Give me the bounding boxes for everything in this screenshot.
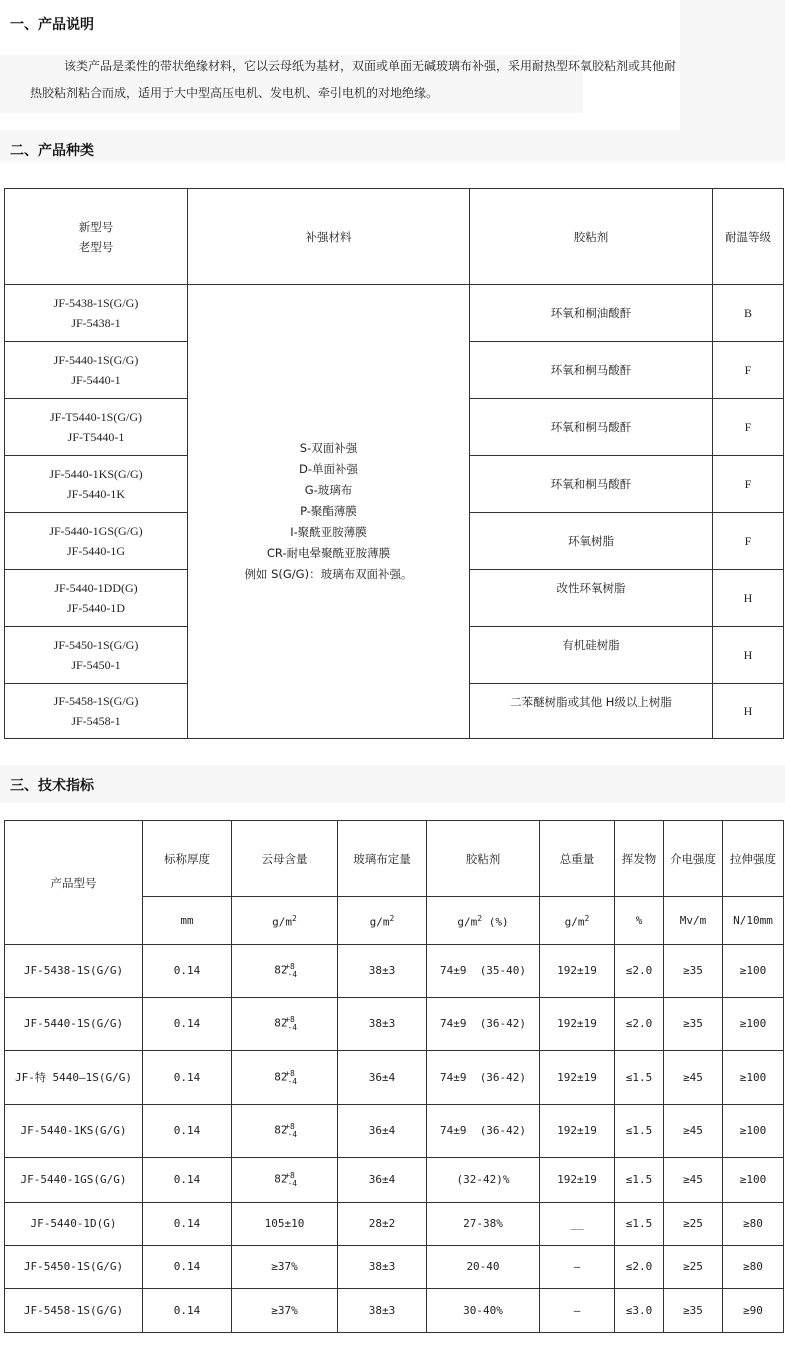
unit-dielectric: Mv/m — [664, 897, 723, 945]
adhesive-cell: 环氧和桐油酸酐 — [470, 285, 713, 342]
spec-mica — [232, 1246, 338, 1289]
unit-mica-sup: 2 — [292, 913, 297, 923]
spec-header-volatile: 挥发物 — [615, 821, 664, 897]
reinforce-line: 例如 S(G/G)：玻璃布双面补强。 — [244, 567, 413, 581]
spec-glass: 28±2 — [338, 1203, 427, 1246]
types-row — [5, 285, 784, 342]
spec-volatile: ≤1.5 — [615, 1105, 664, 1158]
mica-plus-tol: +8 — [285, 1068, 295, 1078]
model-old: JF-T5440-1 — [67, 430, 125, 444]
model-cell — [5, 570, 188, 627]
reinforce-line: P-聚酯薄膜 — [300, 504, 357, 518]
unit-glass — [338, 897, 427, 945]
mica-value: ≥37% — [271, 1303, 298, 1317]
spec-tensile: ≥100 — [723, 945, 784, 998]
spec-model: JF-5450-1S(G/G) — [5, 1246, 143, 1289]
spec-dielectric: ≥45 — [664, 1105, 723, 1158]
spec-header-adhesive: 胶粘剂 — [427, 821, 540, 897]
spec-adhesive: 20-40 — [427, 1246, 540, 1289]
spec-dielectric: ≥45 — [664, 1158, 723, 1203]
spec-glass: 38±3 — [338, 998, 427, 1051]
spec-total: — — [540, 1289, 615, 1333]
mica-value: 82 — [274, 1070, 288, 1084]
spec-adhesive: 74±9 (36-42) — [427, 1051, 540, 1105]
spec-model: JF-5458-1S(G/G) — [5, 1289, 143, 1333]
spec-thickness: 0.14 — [143, 945, 232, 998]
spec-row — [5, 998, 784, 1051]
unit-tensile: N/10mm — [723, 897, 784, 945]
spec-header-dielectric: 介电强度 — [664, 821, 723, 897]
grade-cell: F — [713, 513, 784, 570]
spec-row — [5, 1203, 784, 1246]
mica-plus-tol: +8 — [285, 1122, 295, 1132]
spec-row — [5, 945, 784, 998]
unit-glass-text: g/m — [369, 915, 390, 929]
model-cell — [5, 627, 188, 684]
grade-cell: F — [713, 456, 784, 513]
model-old: JF-5440-1 — [71, 373, 121, 387]
section-heading-specs: 三、技术指标 — [10, 778, 94, 794]
spec-dielectric: ≥45 — [664, 1051, 723, 1105]
mica-value: 82 — [274, 963, 288, 977]
spec-tensile: ≥100 — [723, 1158, 784, 1203]
header-model-new: 新型号 — [78, 219, 114, 234]
spec-row — [5, 1105, 784, 1158]
model-old: JF-5440-1D — [66, 601, 125, 615]
spec-tensile: ≥80 — [723, 1246, 784, 1289]
model-new: JF-5458-1S(G/G) — [53, 694, 139, 708]
types-header-row — [5, 189, 784, 285]
spec-thickness: 0.14 — [143, 1105, 232, 1158]
spec-tensile: ≥100 — [723, 998, 784, 1051]
spec-glass: 36±4 — [338, 1051, 427, 1105]
model-cell — [5, 399, 188, 456]
spec-mica — [232, 945, 338, 998]
model-cell — [5, 285, 188, 342]
grade-cell: H — [713, 627, 784, 684]
spec-model: JF-5440-1KS(G/G) — [5, 1105, 143, 1158]
spec-dielectric: ≥35 — [664, 998, 723, 1051]
mica-plus-tol: +8 — [285, 1015, 295, 1025]
product-types-table — [4, 188, 784, 739]
spec-adhesive: 74±9 (36-42) — [427, 998, 540, 1051]
reinforce-cell — [188, 285, 470, 739]
spec-row — [5, 1289, 784, 1333]
spec-row — [5, 1051, 784, 1105]
model-new: JF-5440-1DD(G) — [54, 581, 138, 595]
spec-row — [5, 1246, 784, 1289]
spec-adhesive: (32-42)% — [427, 1158, 540, 1203]
mica-minus-tol: -4 — [287, 1022, 298, 1032]
spec-thickness: 0.14 — [143, 1158, 232, 1203]
model-new: JF-5440-1S(G/G) — [53, 353, 139, 367]
model-old: JF-5440-1G — [66, 544, 125, 558]
mica-minus-tol: -4 — [287, 1178, 298, 1188]
adhesive-cell: 环氧和桐马酸酐 — [470, 456, 713, 513]
unit-mica — [232, 897, 338, 945]
grade-cell: F — [713, 342, 784, 399]
spec-volatile: ≤1.5 — [615, 1203, 664, 1246]
unit-adhesive-text: g/m — [457, 915, 478, 929]
model-old: JF-5440-1K — [66, 487, 125, 501]
mica-value: 82 — [274, 1123, 288, 1137]
spec-model: JF-5440-1S(G/G) — [5, 998, 143, 1051]
spec-total: 192±19 — [540, 1158, 615, 1203]
spec-model: JF-5438-1S(G/G) — [5, 945, 143, 998]
spec-total: 192±19 — [540, 1105, 615, 1158]
header-reinforce: 补强材料 — [188, 189, 470, 285]
spec-adhesive: 30-40% — [427, 1289, 540, 1333]
spec-dielectric: ≥35 — [664, 1289, 723, 1333]
unit-total — [540, 897, 615, 945]
spec-volatile: ≤3.0 — [615, 1289, 664, 1333]
spec-tensile: ≥100 — [723, 1051, 784, 1105]
mica-plus-tol: +8 — [285, 1171, 295, 1181]
spec-glass: 36±4 — [338, 1158, 427, 1203]
unit-total-sup: 2 — [584, 913, 590, 923]
spec-dielectric: ≥35 — [664, 945, 723, 998]
reinforce-line: I-聚酰亚胺薄膜 — [290, 525, 367, 539]
spec-total: 192±19 — [540, 945, 615, 998]
spec-header-tensile: 拉伸强度 — [723, 821, 784, 897]
adhesive-cell: 环氧和桐马酸酐 — [470, 342, 713, 399]
model-old: JF-5450-1 — [71, 658, 121, 672]
mica-value: 82 — [274, 1172, 288, 1186]
mica-minus-tol: -4 — [287, 1129, 298, 1139]
spec-glass: 38±3 — [338, 1289, 427, 1333]
heading3-bg — [0, 765, 785, 803]
spec-mica — [232, 1051, 338, 1105]
spec-adhesive: 74±9 (35-40) — [427, 945, 540, 998]
adhesive-cell: 环氧树脂 — [470, 513, 713, 570]
spec-model: JF-5440-1D(G) — [5, 1203, 143, 1246]
unit-volatile: % — [615, 897, 664, 945]
spec-mica — [232, 1158, 338, 1203]
header-model-old: 老型号 — [78, 239, 114, 254]
model-cell — [5, 456, 188, 513]
spec-volatile: ≤2.0 — [615, 945, 664, 998]
model-new: JF-5438-1S(G/G) — [53, 296, 139, 310]
model-cell — [5, 684, 188, 739]
spec-header-mica: 云母含量 — [232, 821, 338, 897]
model-new: JF-5440-1GS(G/G) — [49, 524, 143, 538]
description-line-2: 热胶粘剂粘合而成，适用于大中型高压电机、发电机、牵引电机的对地绝缘。 — [30, 86, 439, 100]
spec-tensile: ≥100 — [723, 1105, 784, 1158]
spec-volatile: ≤1.5 — [615, 1158, 664, 1203]
grade-cell: H — [713, 684, 784, 739]
unit-adhesive-suffix: (%) — [488, 915, 509, 929]
unit-adhesive-sup: 2 — [477, 913, 483, 923]
spec-dielectric: ≥25 — [664, 1246, 723, 1289]
spec-tensile: ≥80 — [723, 1203, 784, 1246]
spec-header-thickness: 标称厚度 — [143, 821, 232, 897]
description-line-1: 该类产品是柔性的带状绝缘材料，它以云母纸为基材，双面或单面无碱玻璃布补强，采用耐热型环氧胶粘剂或其他耐 — [64, 59, 677, 73]
spec-adhesive: 27-38% — [427, 1203, 540, 1246]
spec-adhesive: 74±9 (36-42) — [427, 1105, 540, 1158]
spec-header-total: 总重量 — [540, 821, 615, 897]
adhesive-cell: 有机硅树脂 — [470, 627, 713, 684]
spec-volatile: ≤2.0 — [615, 998, 664, 1051]
model-new: JF-5450-1S(G/G) — [53, 638, 139, 652]
spec-model: JF-5440-1GS(G/G) — [5, 1158, 143, 1203]
model-old: JF-5458-1 — [71, 714, 121, 728]
spec-thickness: 0.14 — [143, 998, 232, 1051]
spec-volatile: ≤2.0 — [615, 1246, 664, 1289]
model-cell — [5, 513, 188, 570]
unit-thickness: mm — [143, 897, 232, 945]
spec-total: — — [540, 1246, 615, 1289]
section-heading-description: 一、产品说明 — [10, 17, 94, 33]
adhesive-cell: 改性环氧树脂 — [470, 570, 713, 627]
section-heading-types: 二、产品种类 — [10, 143, 94, 159]
spec-mica — [232, 1105, 338, 1158]
grade-cell: H — [713, 570, 784, 627]
spec-thickness: 0.14 — [143, 1203, 232, 1246]
header-temp-class: 耐温等级 — [713, 189, 784, 285]
header-model — [5, 189, 188, 285]
spec-glass: 38±3 — [338, 1246, 427, 1289]
specs-header-row — [5, 821, 784, 897]
spec-mica — [232, 1289, 338, 1333]
mica-value: 82 — [274, 1016, 288, 1030]
mica-minus-tol: -4 — [287, 1076, 298, 1086]
spec-total: 192±19 — [540, 998, 615, 1051]
spec-total: __ — [540, 1203, 615, 1246]
reinforce-line: CR-耐电晕聚酰亚胺薄膜 — [266, 546, 391, 560]
reinforce-line: S-双面补强 — [299, 441, 358, 455]
unit-adhesive — [427, 897, 540, 945]
spec-tensile: ≥90 — [723, 1289, 784, 1333]
unit-mica-text: g/m — [272, 915, 293, 929]
tech-specs-table — [4, 820, 784, 1333]
reinforce-line: G-玻璃布 — [304, 483, 353, 497]
spec-header-glass: 玻璃布定量 — [338, 821, 427, 897]
model-cell — [5, 342, 188, 399]
spec-row — [5, 1158, 784, 1203]
unit-total-text: g/m — [564, 915, 585, 929]
spec-glass: 38±3 — [338, 945, 427, 998]
spec-thickness: 0.14 — [143, 1289, 232, 1333]
spec-total: 192±19 — [540, 1051, 615, 1105]
spec-thickness: 0.14 — [143, 1051, 232, 1105]
adhesive-cell: 环氧和桐马酸酐 — [470, 399, 713, 456]
spec-volatile: ≤1.5 — [615, 1051, 664, 1105]
grade-cell: B — [713, 285, 784, 342]
description-paragraph — [30, 50, 775, 110]
mica-minus-tol: -4 — [287, 969, 298, 979]
mica-value: ≥37% — [271, 1260, 298, 1273]
grade-cell: F — [713, 399, 784, 456]
model-new: JF-T5440-1S(G/G) — [50, 410, 142, 424]
spec-model: JF-特 5440—1S(G/G) — [5, 1051, 143, 1105]
mica-value: 105±10 — [264, 1217, 305, 1230]
model-old: JF-5438-1 — [71, 316, 121, 330]
spec-mica — [232, 998, 338, 1051]
spec-header-model: 产品型号 — [5, 821, 143, 945]
spec-dielectric: ≥25 — [664, 1203, 723, 1246]
model-new: JF-5440-1KS(G/G) — [49, 467, 143, 481]
adhesive-cell: 二苯醚树脂或其他 H级以上树脂 — [470, 684, 713, 739]
spec-mica — [232, 1203, 338, 1246]
reinforce-line: D-单面补强 — [298, 462, 358, 476]
mica-plus-tol: +8 — [285, 962, 295, 972]
spec-glass: 36±4 — [338, 1105, 427, 1158]
heading2-bg — [0, 130, 680, 162]
spec-thickness: 0.14 — [143, 1246, 232, 1289]
unit-glass-sup: 2 — [389, 913, 395, 923]
header-adhesive: 胶粘剂 — [470, 189, 713, 285]
